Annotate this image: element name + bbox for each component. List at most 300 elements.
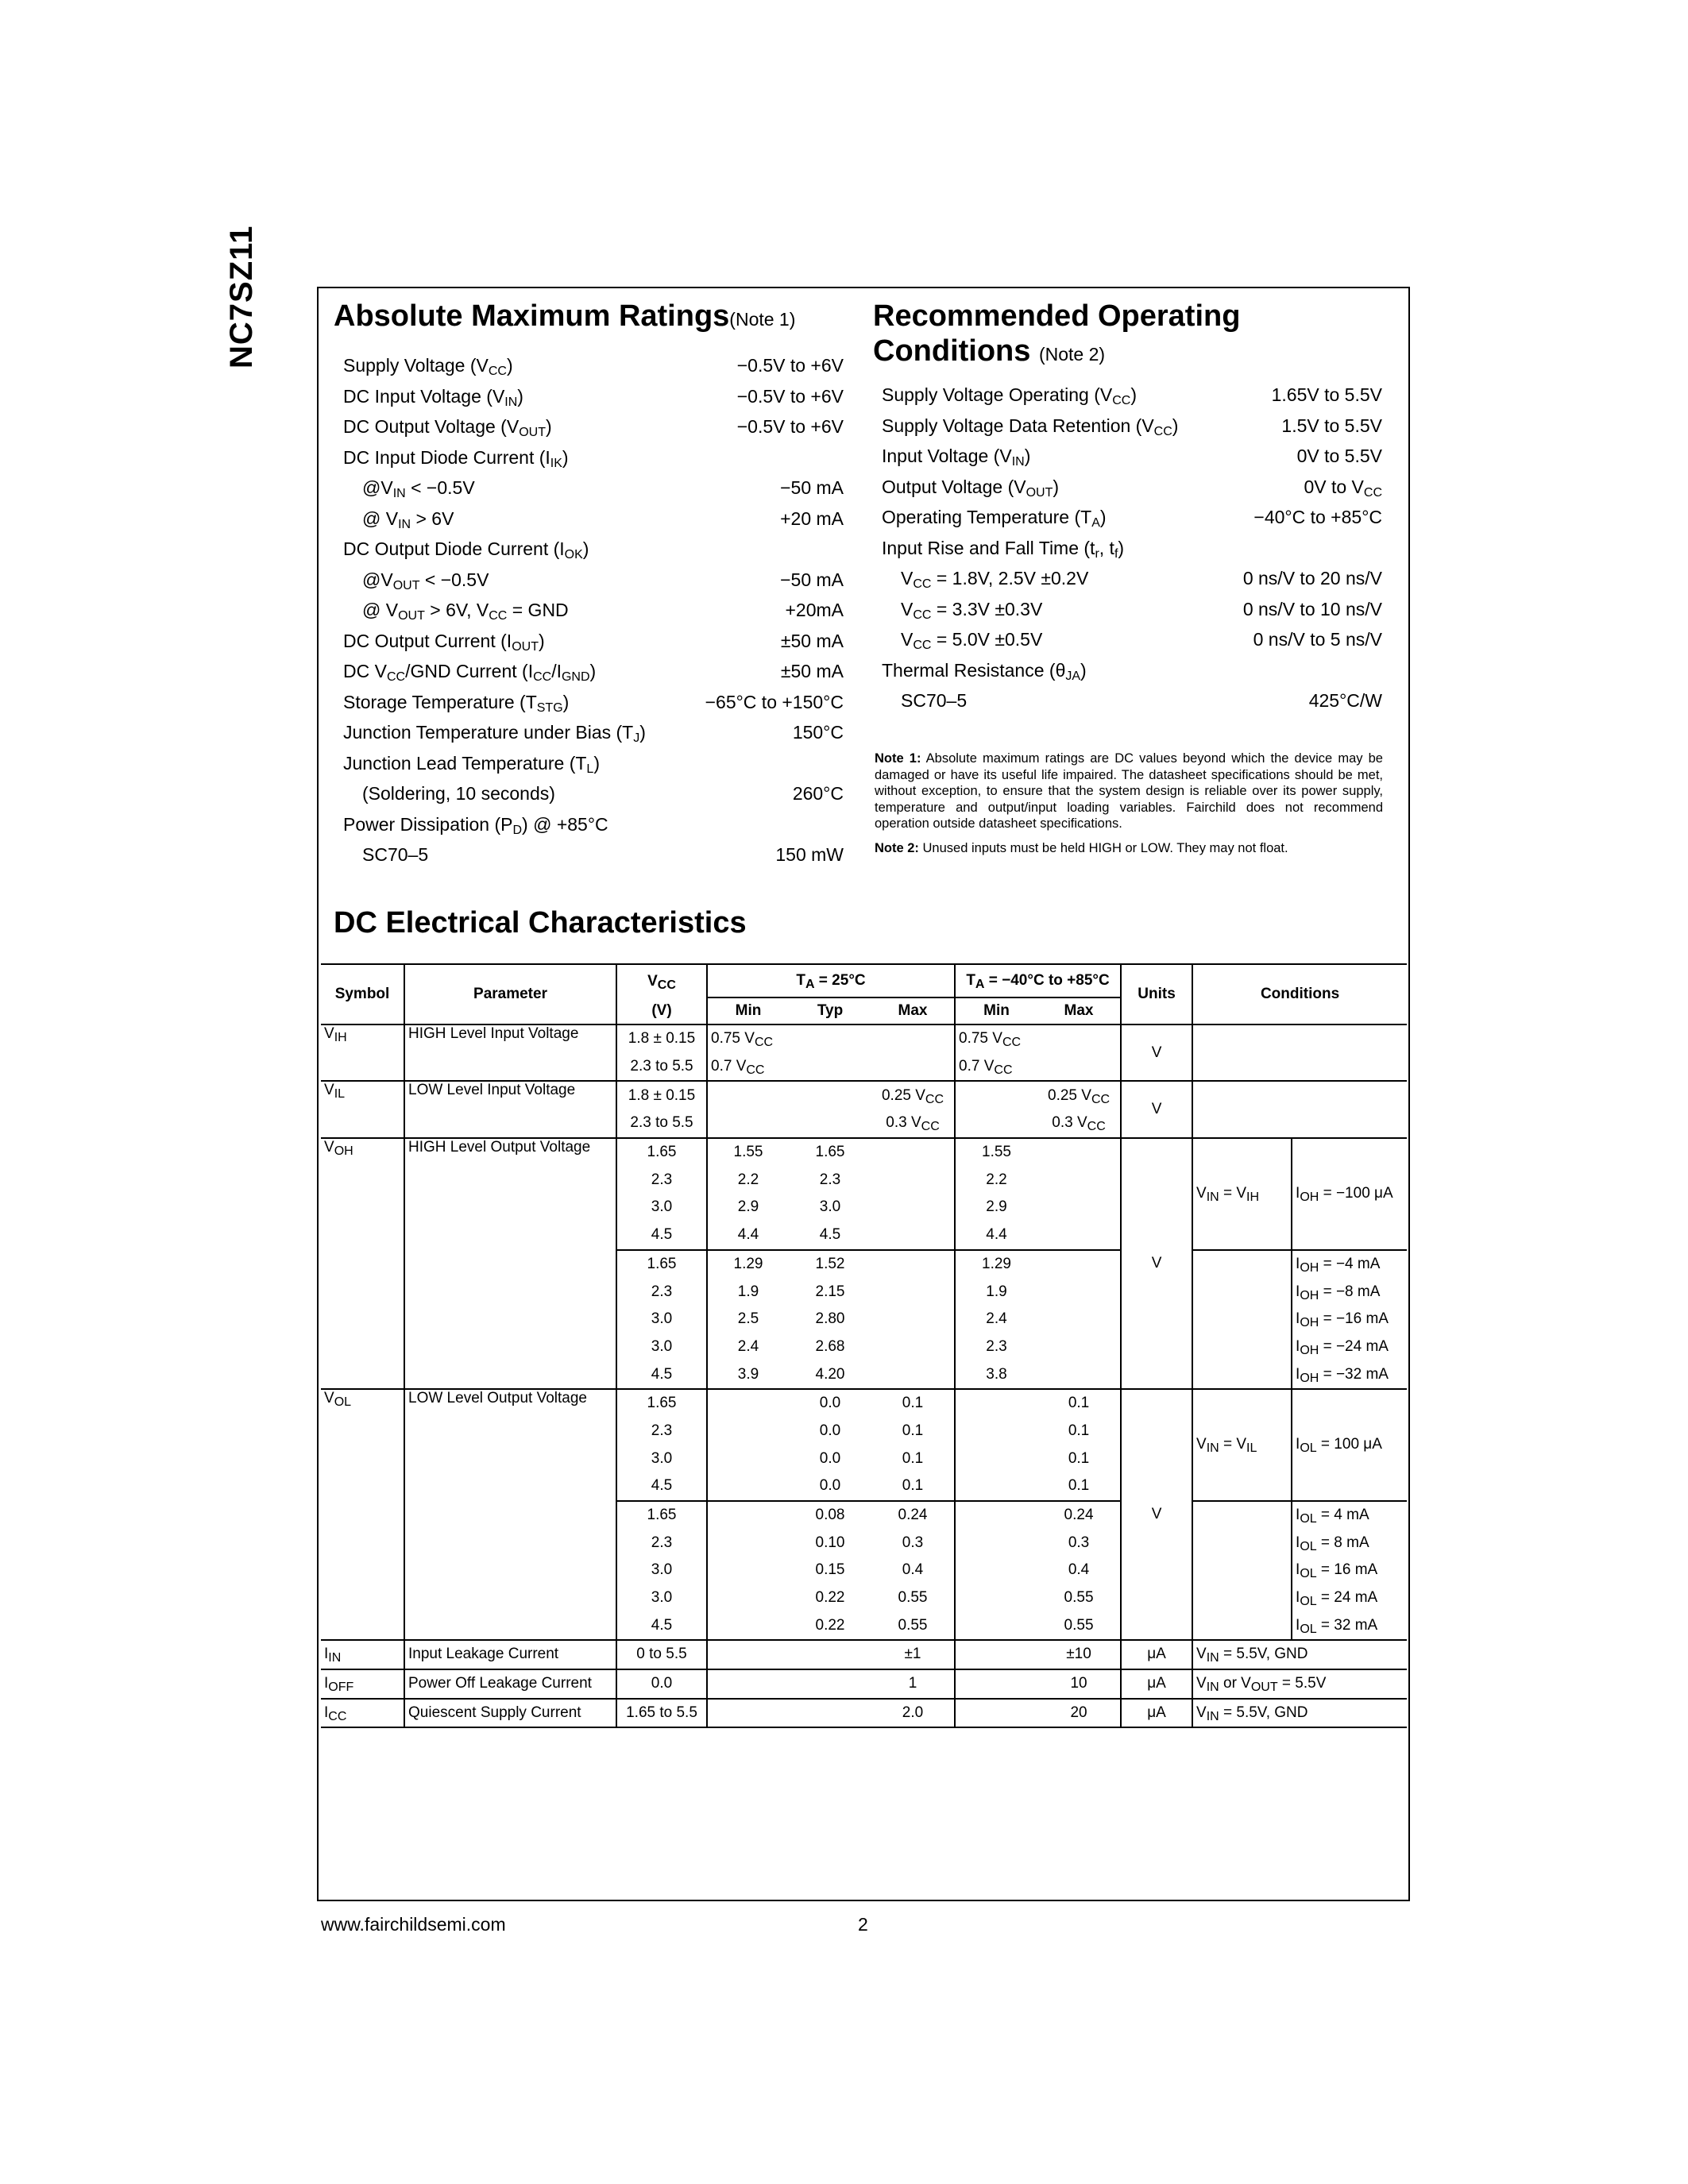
min-cell: 1.29 xyxy=(707,1250,789,1279)
amr-label: $@V_{OUT} < -0.5V$ xyxy=(362,569,489,592)
units-cell: V xyxy=(1121,1081,1192,1137)
dc-title: DC Electrical Characteristics xyxy=(334,906,747,940)
max2-cell: 10 xyxy=(1037,1669,1121,1699)
max-cell: 0.24 xyxy=(898,1507,928,1524)
min2-cell: 1.55 xyxy=(955,1138,1037,1167)
roc-label: Supply Voltage Operating $(V_{CC})$ xyxy=(882,384,1138,407)
hdr-ta-range: $T_A = -40^\circ C$ to +85°C xyxy=(955,964,1121,997)
amr-value: −50 mA xyxy=(780,569,844,590)
vcc-cell: 3.0 xyxy=(616,1557,707,1584)
amr-title-text: Absolute Maximum Ratings xyxy=(334,299,730,333)
vcc-cell: 2.3 xyxy=(616,1278,707,1306)
min2-cell xyxy=(955,1669,1037,1699)
amr-value: ±50 mA xyxy=(780,630,844,651)
roc-title-line1: Recommended Operating xyxy=(873,299,1241,333)
hdr-units: Units xyxy=(1121,964,1192,1024)
typ-cell: 2.80 xyxy=(815,1310,845,1328)
footer-url: www.fairchildsemi.com xyxy=(321,1914,506,1935)
hdr-max2: Max xyxy=(1037,997,1121,1024)
max2-cell xyxy=(1037,1278,1121,1306)
min-cell: 0.7 $V_{CC}$ xyxy=(707,1053,789,1082)
units-cell: μA xyxy=(1121,1669,1192,1699)
hdr-typ: Typ xyxy=(789,997,871,1024)
max-cell: ±1 xyxy=(871,1640,955,1669)
max-cell xyxy=(871,1221,955,1250)
roc-value: 0 ns/V to 5 ns/V xyxy=(1253,629,1382,650)
min2-cell: 1.9 xyxy=(955,1278,1037,1306)
typ-cell: 2.15 xyxy=(815,1283,845,1300)
roc-label: $V_{CC} = 5.0V \pm 0.5V$ xyxy=(901,629,1043,652)
max-cell xyxy=(871,1138,955,1167)
condition-current-cell: $I_{OH} = -8$ mA xyxy=(1292,1278,1407,1306)
amr-value: +20 mA xyxy=(780,507,844,529)
roc-label: Input Rise and Fall Time ($t_r$, $t_f$) xyxy=(882,537,1125,561)
max2-cell xyxy=(1037,1166,1121,1194)
hdr-max: Max xyxy=(871,997,955,1024)
roc-value: 0V to 5.5V xyxy=(1296,446,1382,466)
max-cell: 0.1 xyxy=(902,1422,924,1439)
amr-row xyxy=(343,381,844,412)
vcc-cell: 2.3 xyxy=(616,1418,707,1445)
max2-cell: 0.3 $V_{CC}$ xyxy=(1037,1109,1121,1138)
side-part-number: NC7SZ11 xyxy=(224,225,259,369)
typ-cell: 0.0 xyxy=(819,1449,841,1467)
vcc-cell: 3.0 xyxy=(616,1584,707,1612)
units-cell: V xyxy=(1121,1024,1192,1081)
table-row xyxy=(321,1699,1407,1728)
min-cell: 1.9 xyxy=(707,1278,789,1306)
roc-label: $V_{CC} = 1.8V$, 2.5V ±0.2V xyxy=(901,568,1089,591)
min-cell xyxy=(707,1445,789,1472)
max-cell: 0.55 xyxy=(871,1611,955,1640)
amr-label: Junction Temperature under Bias $(T_J)$ xyxy=(343,722,646,745)
amr-row xyxy=(343,442,844,473)
amr-value: 260°C xyxy=(792,783,844,804)
typ-cell: 2.3 xyxy=(819,1171,841,1188)
min-cell xyxy=(707,1584,789,1612)
vcc-cell: 1.65 to 5.5 xyxy=(616,1699,707,1728)
amr-row xyxy=(343,717,844,748)
min-cell: 2.2 xyxy=(707,1166,789,1194)
vcc-cell: 4.5 xyxy=(616,1611,707,1640)
amr-value: −0.5V to +6V xyxy=(736,385,844,407)
max2-cell xyxy=(1037,1053,1121,1082)
typ-cell xyxy=(789,1640,871,1669)
amr-value: +20mA xyxy=(785,600,844,620)
hdr-parameter: Parameter xyxy=(404,964,616,1024)
condition-current-cell: $I_{OH} = -4$ mA xyxy=(1292,1250,1407,1279)
roc-row xyxy=(882,533,1382,564)
condition-vin-cell: $V_{IN} = V_{IL}$ xyxy=(1192,1389,1292,1501)
max-cell xyxy=(871,1166,955,1194)
amr-value: −0.5V to +6V xyxy=(736,416,844,437)
roc-row xyxy=(882,624,1382,655)
hdr-min: Min xyxy=(707,997,789,1024)
max2-cell xyxy=(1037,1306,1121,1333)
typ-cell: 0.0 xyxy=(819,1422,841,1439)
condition-vin-cell xyxy=(1192,1501,1292,1640)
max2-cell xyxy=(1037,1333,1121,1361)
typ-cell: 0.22 xyxy=(815,1589,845,1607)
note-1-text: Absolute maximum ratings are DC values beyond which the device may be damaged or have its useful life impaired. The datasheet specifications should be met, without exception, to ensure that the system design is reliable over its power supply, temperature and output/input loading variables. Fairchild does not recommend operation outside datasheet specifications. xyxy=(875,751,1383,831)
max-cell: 2.0 xyxy=(871,1699,955,1728)
units-cell: V xyxy=(1121,1138,1192,1389)
symbol-cell: $I_{IN}$ xyxy=(321,1640,404,1669)
typ-cell: 2.68 xyxy=(815,1337,845,1355)
amr-label: Junction Lead Temperature $(T_L)$ xyxy=(343,752,600,776)
symbol-cell: $V_{IL}$ xyxy=(321,1081,404,1137)
vcc-cell: 3.0 xyxy=(616,1445,707,1472)
min-cell: 3.9 xyxy=(707,1360,789,1389)
amr-value: ±50 mA xyxy=(780,661,844,681)
min-cell xyxy=(707,1640,789,1669)
vcc-cell: 0 to 5.5 xyxy=(616,1640,707,1669)
typ-cell: 4.20 xyxy=(789,1360,871,1389)
amr-value: −65°C to +150°C xyxy=(705,691,844,712)
condition-current-cell: $I_{OL} = 100$ μA xyxy=(1292,1389,1407,1501)
symbol-cell: $I_{OFF}$ xyxy=(321,1669,404,1699)
parameter-cell: LOW Level Output Voltage xyxy=(404,1389,616,1640)
max2-cell xyxy=(1037,1221,1121,1250)
note-1-label: Note 1: xyxy=(875,751,921,766)
roc-value: 0V to $V_{CC}$ xyxy=(1304,476,1382,500)
min2-cell: 2.9 xyxy=(955,1194,1037,1221)
condition-current-cell: $I_{OH} = -100$ μA xyxy=(1292,1138,1407,1250)
roc-title xyxy=(873,299,1240,372)
min2-cell xyxy=(955,1501,1037,1530)
max-cell xyxy=(871,1024,955,1053)
max2-cell: 0.1 xyxy=(1068,1395,1090,1412)
min2-cell xyxy=(955,1418,1037,1445)
max-cell: 0.1 xyxy=(871,1472,955,1501)
units-cell: μA xyxy=(1121,1640,1192,1669)
typ-cell: 0.0 xyxy=(789,1472,871,1501)
table-row xyxy=(321,1081,1407,1109)
symbol-cell: $I_{CC}$ xyxy=(321,1699,404,1728)
parameter-cell: Input Leakage Current xyxy=(404,1640,616,1669)
amr-row xyxy=(343,565,844,596)
min-cell xyxy=(707,1669,789,1699)
min-cell: 1.55 xyxy=(707,1138,789,1167)
amr-label: DC $V_{CC}$/GND Current $(I_{CC}/I_{GND})$ xyxy=(343,661,597,684)
conditions-cell: $V_{IN} = 5.5V$, GND xyxy=(1192,1699,1407,1728)
amr-row xyxy=(343,778,844,809)
max2-cell: 20 xyxy=(1037,1699,1121,1728)
typ-cell: 0.0 xyxy=(819,1395,841,1412)
max-cell: 0.25 $V_{CC}$ xyxy=(881,1086,944,1106)
roc-label: $V_{CC} = 3.3V \pm 0.3V$ xyxy=(901,598,1043,622)
min2-cell xyxy=(955,1081,1037,1109)
min-cell: 2.5 xyxy=(707,1306,789,1333)
vcc-cell: 2.3 to 5.5 xyxy=(616,1109,707,1138)
roc-row xyxy=(882,685,1382,716)
typ-cell xyxy=(789,1109,871,1138)
min2-cell: 0.7 $V_{CC}$ xyxy=(955,1053,1037,1082)
footer-page-number: 2 xyxy=(858,1914,868,1935)
parameter-cell: HIGH Level Input Voltage xyxy=(404,1024,616,1081)
vcc-cell: 4.5 xyxy=(616,1221,707,1250)
conditions-cell: $V_{IN} = 5.5V$, GND xyxy=(1192,1640,1407,1669)
roc-label: Output Voltage $(V_{OUT})$ xyxy=(882,476,1060,500)
table-row xyxy=(321,1138,1407,1167)
vcc-cell: 4.5 xyxy=(616,1472,707,1501)
condition-vin-cell xyxy=(1192,1250,1292,1389)
min2-cell: 2.2 xyxy=(955,1166,1037,1194)
min-cell xyxy=(707,1389,789,1418)
condition-current-cell: $I_{OL} = 4$ mA xyxy=(1292,1501,1407,1530)
roc-row xyxy=(882,472,1382,503)
amr-row xyxy=(343,656,844,687)
roc-row xyxy=(882,655,1382,686)
amr-row xyxy=(343,687,844,718)
max-cell: 0.55 xyxy=(898,1589,928,1607)
amr-row xyxy=(343,411,844,442)
max-cell: 1 xyxy=(871,1669,955,1699)
amr-label: Power Dissipation $(P_D)$ @ +85°C xyxy=(343,813,608,837)
min2-cell xyxy=(955,1389,1037,1418)
min2-cell: 3.8 xyxy=(955,1360,1037,1389)
typ-cell: 0.22 xyxy=(789,1611,871,1640)
typ-cell xyxy=(789,1053,871,1082)
min-cell xyxy=(707,1109,789,1138)
max2-cell: ±10 xyxy=(1037,1640,1121,1669)
max2-cell: 0.25 $V_{CC}$ xyxy=(1048,1086,1111,1106)
typ-cell xyxy=(789,1024,871,1053)
min-cell: 0.75 $V_{CC}$ xyxy=(707,1024,789,1053)
min-cell xyxy=(707,1418,789,1445)
amr-value: −0.5V to +6V xyxy=(736,355,844,376)
parameter-cell: LOW Level Input Voltage xyxy=(404,1081,616,1137)
roc-row xyxy=(882,441,1382,472)
roc-value: 1.65V to 5.5V xyxy=(1271,384,1382,405)
typ-cell: 3.0 xyxy=(819,1198,841,1216)
amr-value: 150 mW xyxy=(775,844,844,865)
min-cell: 4.4 xyxy=(707,1221,789,1250)
min2-cell xyxy=(955,1611,1037,1640)
amr-row xyxy=(343,504,844,534)
max2-cell xyxy=(1037,1024,1121,1053)
max-cell: 0.1 xyxy=(902,1449,924,1467)
max-cell xyxy=(871,1333,955,1361)
roc-row xyxy=(882,380,1382,411)
max2-cell: 0.1 xyxy=(1037,1472,1121,1501)
min-cell: 2.4 xyxy=(707,1333,789,1361)
min2-cell xyxy=(955,1584,1037,1612)
amr-row xyxy=(343,809,844,840)
symbol-cell: $V_{IH}$ xyxy=(321,1024,404,1081)
min2-cell: 4.4 xyxy=(955,1221,1037,1250)
max2-cell: 0.1 xyxy=(1068,1422,1090,1439)
roc-value: 1.5V to 5.5V xyxy=(1281,415,1382,436)
max2-cell: 0.4 xyxy=(1068,1561,1090,1579)
hdr-vcc-unit: (V) xyxy=(616,997,707,1024)
condition-current-cell: $I_{OH} = -32$ mA xyxy=(1292,1360,1407,1389)
max-cell xyxy=(871,1250,955,1279)
conditions-cell xyxy=(1192,1024,1407,1081)
min-cell xyxy=(707,1529,789,1557)
roc-value: 425°C/W xyxy=(1308,690,1382,711)
parameter-cell: Power Off Leakage Current xyxy=(404,1669,616,1699)
conditions-cell xyxy=(1192,1081,1407,1137)
max2-cell: 0.24 xyxy=(1064,1507,1094,1524)
hdr-min2: Min xyxy=(955,997,1037,1024)
vcc-cell: 1.8 ± 0.15 xyxy=(616,1081,707,1109)
typ-cell: 0.08 xyxy=(815,1507,845,1524)
min-cell xyxy=(707,1081,789,1109)
amr-row xyxy=(343,534,844,565)
condition-current-cell: $I_{OL} = 8$ mA xyxy=(1292,1529,1407,1557)
max-cell xyxy=(871,1360,955,1389)
vcc-cell: 0.0 xyxy=(616,1669,707,1699)
vcc-cell: 2.3 xyxy=(616,1529,707,1557)
min2-cell: 1.29 xyxy=(955,1250,1037,1279)
min2-cell: 2.4 xyxy=(955,1306,1037,1333)
note-1 xyxy=(875,751,1383,832)
amr-title xyxy=(334,299,795,337)
amr-label: DC Input Diode Current $(I_{IK})$ xyxy=(343,446,569,470)
amr-label: (Soldering, 10 seconds) xyxy=(362,783,555,804)
notes-block xyxy=(875,751,1383,864)
roc-row xyxy=(882,594,1382,625)
min-cell xyxy=(707,1501,789,1530)
amr-label: @ $V_{OUT} > 6V$, $V_{CC}$ = GND xyxy=(362,600,569,623)
table-row xyxy=(321,1024,1407,1053)
roc-list xyxy=(882,380,1382,716)
max2-cell xyxy=(1037,1138,1121,1167)
condition-current-cell: $I_{OL} = 32$ mA xyxy=(1292,1611,1407,1640)
amr-row xyxy=(343,595,844,626)
typ-cell: 4.5 xyxy=(789,1221,871,1250)
condition-current-cell: $I_{OH} = -24$ mA xyxy=(1292,1333,1407,1361)
table-row xyxy=(321,1669,1407,1699)
roc-label: Input Voltage $(V_{IN})$ xyxy=(882,446,1031,469)
condition-vin-cell: $V_{IN} = V_{IH}$ xyxy=(1192,1138,1292,1250)
parameter-cell: Quiescent Supply Current xyxy=(404,1699,616,1728)
min-cell xyxy=(707,1472,789,1501)
amr-value: −50 mA xyxy=(780,477,844,498)
min2-cell xyxy=(955,1557,1037,1584)
max2-cell: 0.55 xyxy=(1064,1589,1094,1607)
units-cell: V xyxy=(1121,1389,1192,1640)
amr-row xyxy=(343,748,844,779)
amr-value: 150°C xyxy=(792,722,844,743)
amr-row xyxy=(343,350,844,381)
roc-label: SC70–5 xyxy=(901,690,968,711)
min-cell xyxy=(707,1557,789,1584)
vcc-cell: 3.0 xyxy=(616,1306,707,1333)
typ-cell: 0.15 xyxy=(815,1561,845,1579)
amr-label: @ $V_{IN} > 6V$ xyxy=(362,507,454,531)
amr-label: DC Output Voltage $(V_{OUT})$ xyxy=(343,416,552,439)
dc-characteristics-table xyxy=(321,963,1407,1728)
amr-row xyxy=(343,839,844,870)
roc-value: −40°C to +85°C xyxy=(1253,507,1382,527)
roc-label: Supply Voltage Data Retention $(V_{CC})$ xyxy=(882,415,1179,438)
min-cell: 2.9 xyxy=(707,1194,789,1221)
max-cell: 0.3 xyxy=(902,1534,924,1551)
units-cell: μA xyxy=(1121,1699,1192,1728)
vcc-cell: 1.65 xyxy=(616,1250,707,1279)
roc-value: 0 ns/V to 20 ns/V xyxy=(1242,568,1382,588)
note-2 xyxy=(875,840,1383,857)
typ-cell: 1.52 xyxy=(815,1255,845,1272)
min2-cell xyxy=(955,1109,1037,1138)
amr-row xyxy=(343,626,844,657)
hdr-conditions: Conditions xyxy=(1192,964,1407,1024)
table-row xyxy=(321,1389,1407,1418)
roc-label: Thermal Resistance $(\theta_{JA})$ xyxy=(882,659,1087,683)
amr-label: SC70–5 xyxy=(362,844,429,865)
max-cell xyxy=(871,1053,955,1082)
max2-cell: 0.3 xyxy=(1068,1534,1090,1551)
table-row xyxy=(321,1640,1407,1669)
max-cell: 0.1 xyxy=(902,1395,924,1412)
condition-current-cell: $I_{OL} = 16$ mA xyxy=(1292,1557,1407,1584)
min2-cell xyxy=(955,1472,1037,1501)
max2-cell: 0.55 xyxy=(1037,1611,1121,1640)
vcc-cell: 1.8 ± 0.15 xyxy=(616,1024,707,1053)
min2-cell xyxy=(955,1640,1037,1669)
symbol-cell: $V_{OH}$ xyxy=(321,1138,404,1389)
min-cell xyxy=(707,1611,789,1640)
roc-value: 0 ns/V to 10 ns/V xyxy=(1242,598,1382,619)
roc-row xyxy=(882,502,1382,533)
hdr-symbol: Symbol xyxy=(321,964,404,1024)
max-cell xyxy=(871,1306,955,1333)
max-cell: 0.3 $V_{CC}$ xyxy=(871,1109,955,1138)
max-cell xyxy=(871,1194,955,1221)
typ-cell: 1.65 xyxy=(815,1144,845,1161)
vcc-cell: 3.0 xyxy=(616,1333,707,1361)
min2-cell: 2.3 xyxy=(955,1333,1037,1361)
amr-row xyxy=(343,473,844,504)
max2-cell: 0.1 xyxy=(1068,1449,1090,1467)
vcc-cell: 1.65 xyxy=(616,1138,707,1167)
dc-table-body xyxy=(321,1024,1407,1727)
vcc-cell: 1.65 xyxy=(616,1389,707,1418)
amr-label: DC Output Current $(I_{OUT})$ xyxy=(343,630,545,654)
typ-cell xyxy=(789,1699,871,1728)
amr-label: Storage Temperature $(T_{STG})$ xyxy=(343,691,570,715)
amr-list xyxy=(343,350,844,870)
vcc-cell: 2.3 to 5.5 xyxy=(616,1053,707,1082)
min2-cell xyxy=(955,1699,1037,1728)
vcc-cell: 3.0 xyxy=(616,1194,707,1221)
min2-cell: 0.75 $V_{CC}$ xyxy=(955,1024,1037,1053)
roc-title-line2: Conditions xyxy=(873,334,1031,368)
typ-cell: 0.10 xyxy=(815,1534,845,1551)
roc-row xyxy=(882,411,1382,442)
condition-current-cell: $I_{OH} = -16$ mA xyxy=(1292,1306,1407,1333)
max2-cell xyxy=(1037,1360,1121,1389)
vcc-cell: 4.5 xyxy=(616,1360,707,1389)
amr-label: Supply Voltage $(V_{CC})$ xyxy=(343,355,513,378)
vcc-cell: 1.65 xyxy=(616,1501,707,1530)
amr-label: DC Output Diode Current $(I_{OK})$ xyxy=(343,538,589,561)
roc-row xyxy=(882,563,1382,594)
min2-cell xyxy=(955,1529,1037,1557)
parameter-cell: HIGH Level Output Voltage xyxy=(404,1138,616,1389)
amr-note: (Note 1) xyxy=(729,309,796,330)
amr-label: $@V_{IN} < -0.5V$ xyxy=(362,477,475,500)
max2-cell xyxy=(1037,1250,1121,1279)
symbol-cell: $V_{OL}$ xyxy=(321,1389,404,1640)
note-2-label: Note 2: xyxy=(875,840,919,855)
amr-label: DC Input Voltage $(V_{IN})$ xyxy=(343,385,523,409)
roc-label: Operating Temperature $(T_A)$ xyxy=(882,507,1107,530)
max-cell xyxy=(871,1278,955,1306)
max-cell: 0.4 xyxy=(902,1561,924,1579)
